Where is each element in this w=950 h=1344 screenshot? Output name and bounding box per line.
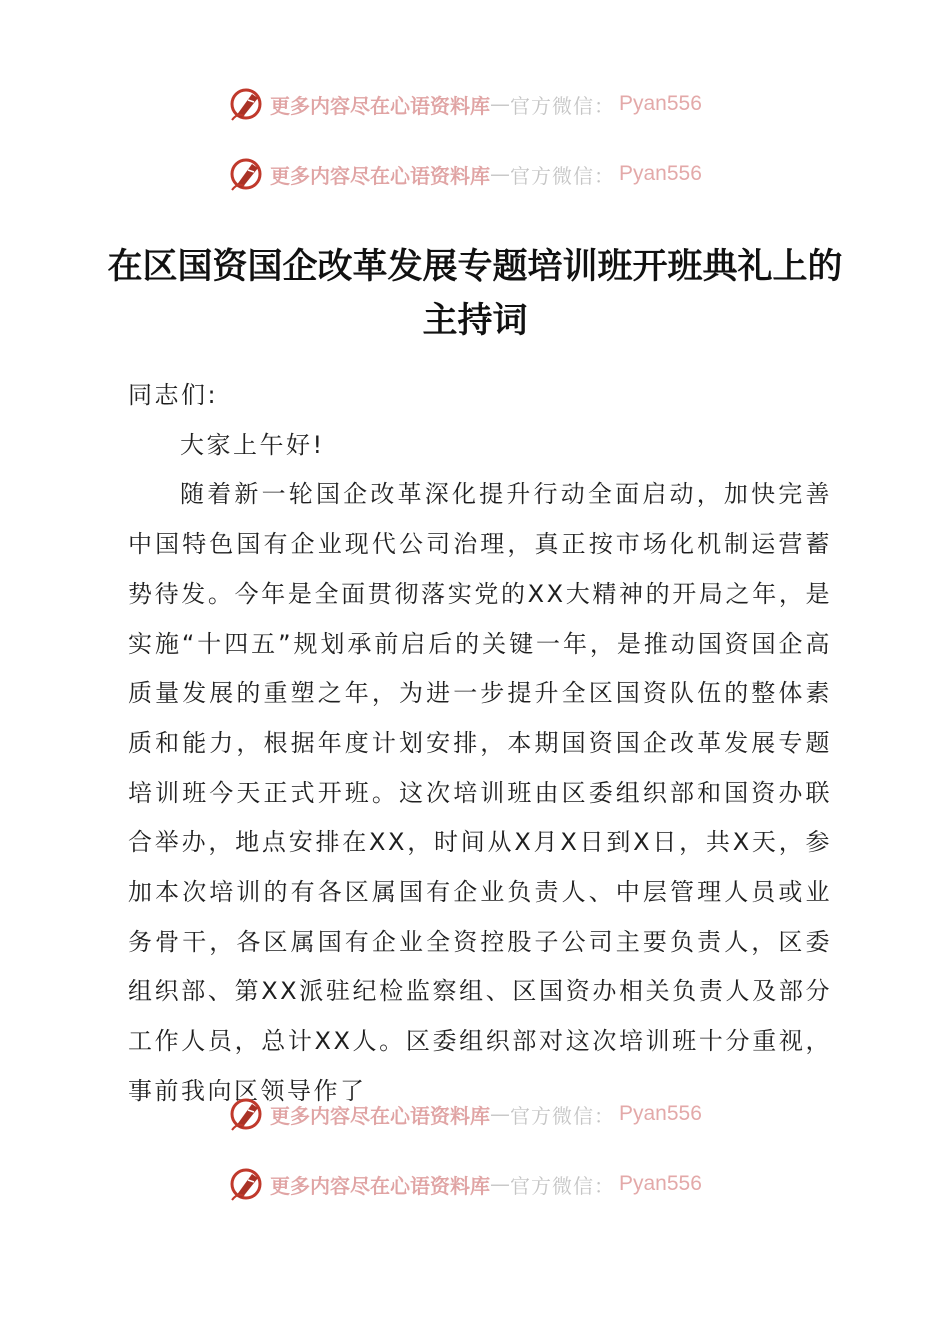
watermark-label: 官方微信：	[510, 163, 615, 188]
watermark-site-text: 更多内容尽在心语资料库	[270, 163, 490, 188]
watermark-dash: —	[490, 162, 510, 186]
watermark-dash: —	[490, 1102, 510, 1126]
watermark-dash: —	[490, 1172, 510, 1196]
watermark-site-text: 更多内容尽在心语资料库	[270, 93, 490, 118]
watermark-banner	[228, 1094, 702, 1134]
watermark-wechat-id: Pyan556	[619, 162, 702, 185]
pen-nib-logo-icon	[228, 1166, 264, 1202]
pen-nib-logo-icon	[228, 1096, 264, 1132]
watermark-site-text: 更多内容尽在心语资料库	[270, 1103, 490, 1128]
document-title: 在区国资国企改革发展专题培训班开班典礼上的主持词	[107, 247, 843, 341]
watermark-wechat-id: Pyan556	[619, 1102, 702, 1125]
watermark-label: 官方微信：	[510, 1103, 615, 1128]
pen-nib-logo-icon	[228, 156, 264, 192]
watermark-dash: —	[490, 92, 510, 116]
watermark-label: 官方微信：	[510, 93, 615, 118]
pen-nib-logo-icon	[228, 86, 264, 122]
body-paragraph: 随着新一轮国企改革深化提升行动全面启动，加快完善中国特色国有企业现代公司治理，真正按市场化机制运营蓄势待发。今年是全面贯彻落实党的XX大精神的开局之年，是实施“十四五”规划承前启后的关键一年，是推动国资国企高质量发展的重塑之年，为进一步提升全区国资队伍的整体素质和能力，根据年度计划安排，本期国资国企改革发展专题培训班今天正式开班。这次培训班由区委组织部和国资办联合举办，地点安排在XX，时间从X月X日到X日，共X天，参加本次培训的有各区属国有企业负责人、中层管理人员或业务骨干，各区属国有企业全资控股子公司主要负责人，区委组织部、第XX派驻纪检监察组、区国资办相关负责人及部分工作人员，总计XX人。区委组织部对这次培训班十分重视，事前我向区领导作了	[128, 480, 832, 1105]
salutation: 同志们:	[128, 381, 219, 409]
watermark-wechat-id: Pyan556	[619, 1172, 702, 1195]
greeting: 大家上午好!	[180, 430, 325, 459]
watermark-site-text: 更多内容尽在心语资料库	[270, 1173, 490, 1198]
document-body	[128, 371, 832, 1117]
watermark-banner	[228, 84, 702, 124]
watermark-label: 官方微信：	[510, 1173, 615, 1198]
watermark-banner	[228, 1164, 702, 1204]
watermark-wechat-id: Pyan556	[619, 92, 702, 115]
watermark-banner	[228, 154, 702, 194]
